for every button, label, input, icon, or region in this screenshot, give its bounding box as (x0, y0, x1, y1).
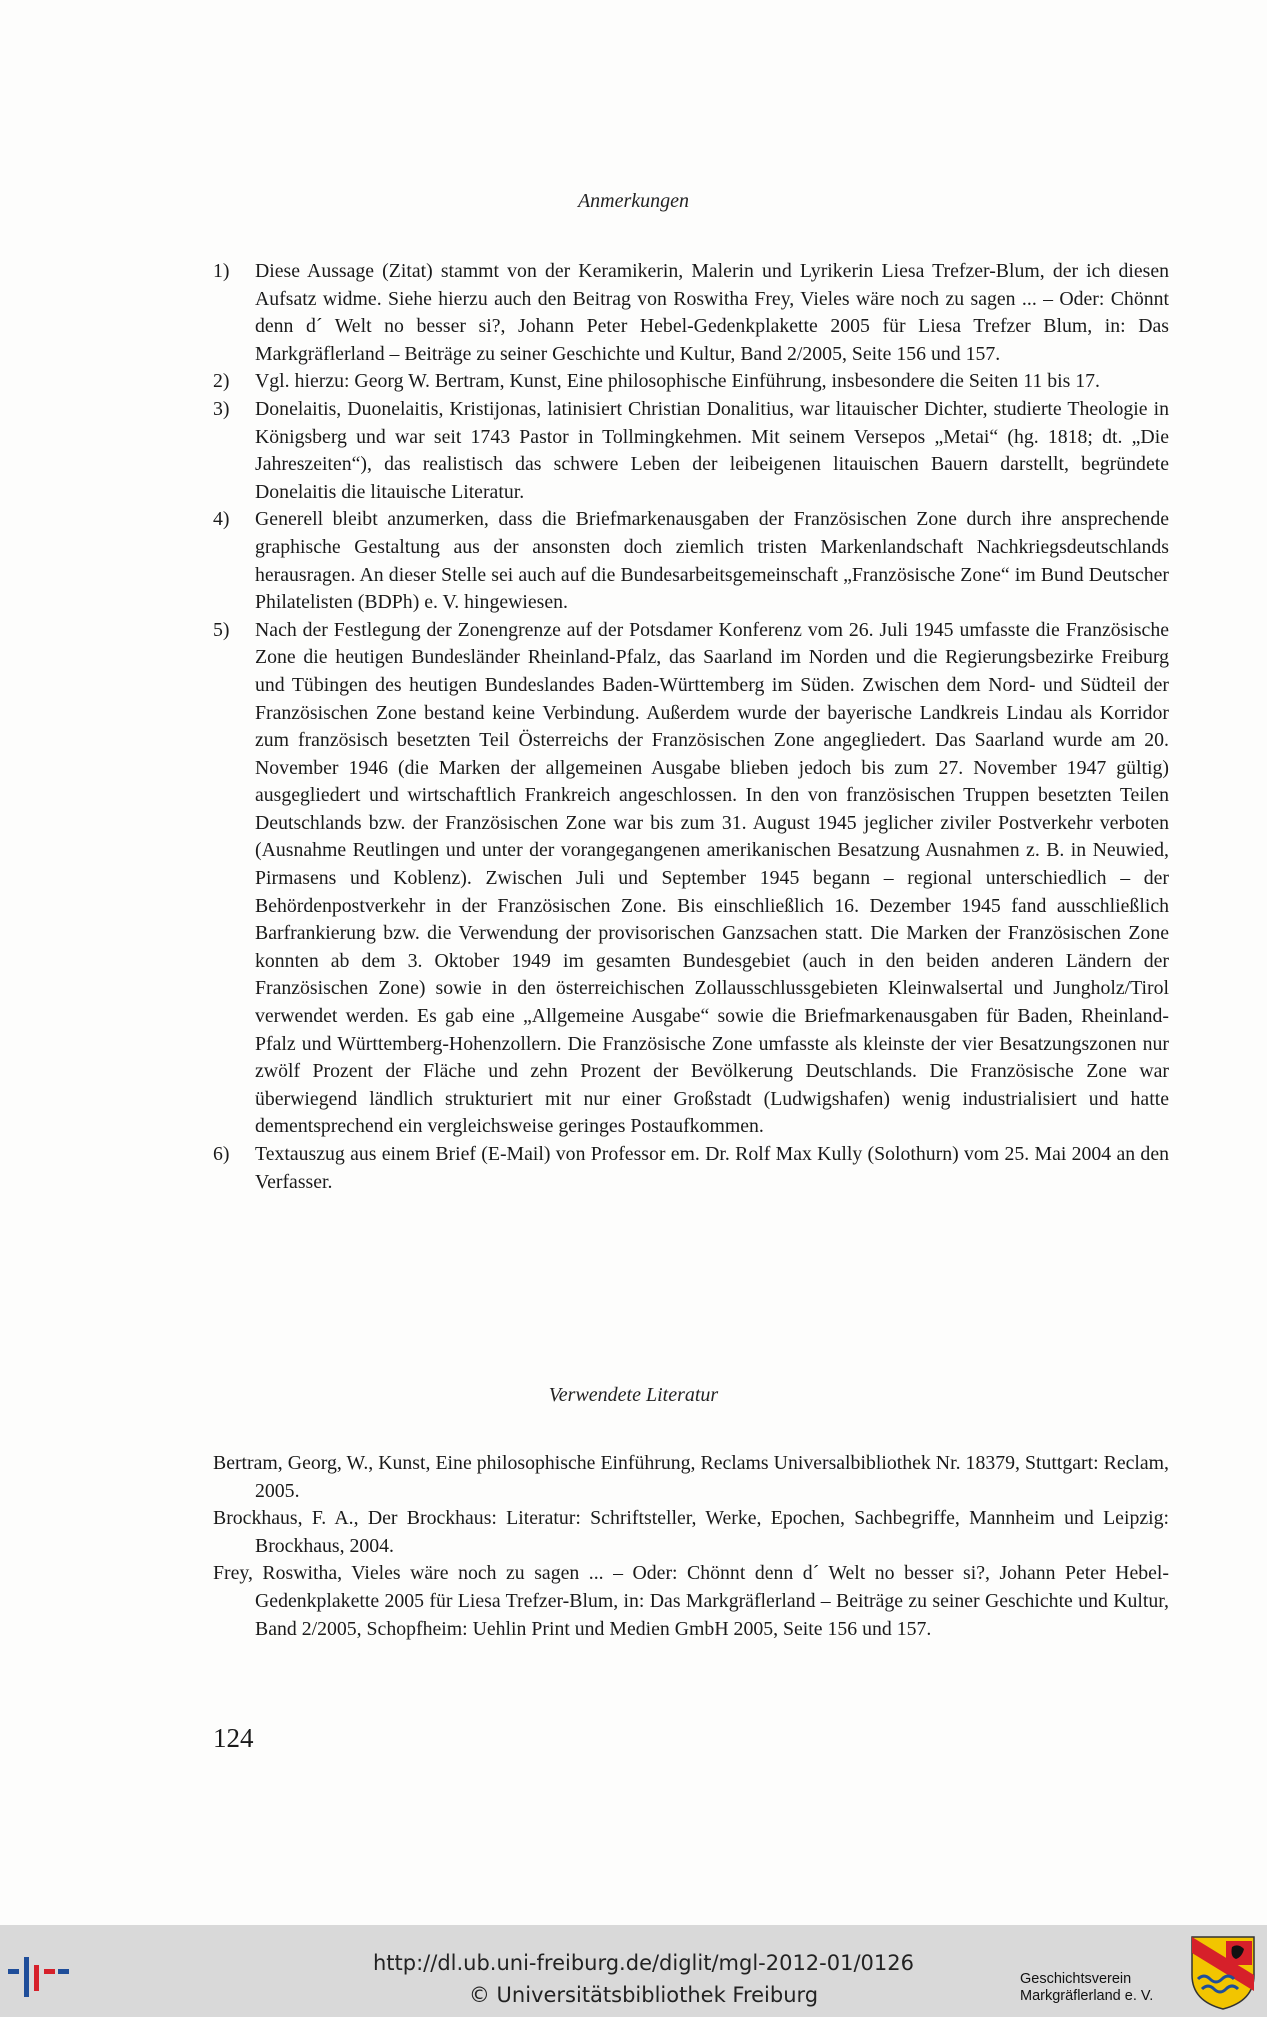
footnote-1 (213, 258, 1169, 368)
footnote-number: 4) (213, 508, 230, 531)
footnote-text: Diese Aussage (Zitat) stammt von der Keramikerin, Malerin und Lyrikerin Liesa Trefzer-Blum, der ich diesen Aufsatz widme. Siehe hierzu auch den Beitrag von Roswitha Frey, Vieles wäre noch zu sagen ... – Oder: Chönnt denn d´ Welt no besser si?, Johann Peter Hebel-Gedenkplakette 2005 für Liesa Trefzer Blum, in: Das Markgräflerland – Beiträge zu seiner Geschichte und Kultur, Band 2/2005, Seite 156 und 157. (255, 260, 1169, 365)
footnote-text: Nach der Festlegung der Zonengrenze auf der Potsdamer Konferenz vom 26. Juli 1945 umfasste die Französische Zone die heutigen Bundesländer Rheinland-Pfalz, das Saarland im Norden und die Regierungsbezirke Freiburg und Tübingen des heutigen Bundeslandes Baden-Württemberg im Süden. Zwischen dem Nord- und Südteil der Französischen Zone bestand keine Verbindung. Außerdem wurde der bayerische Landkreis Lindau als Korridor zum französisch besetzten Teil Österreichs der Französischen Zone angegliedert. Das Saarland wurde am 20. November 1946 (die Marken der allgemeinen Ausgabe blieben jedoch bis zum 27. November 1947 gültig) ausgegliedert und wirtschaftlich Frankreich angeschlossen. In den von französischen Truppen besetzten Teilen Deutschlands bzw. der Französischen Zone war bis zum 31. August 1945 jeglicher ziviler Postverkehr verboten (Ausnahme Reutlingen und unter der vorangegangenen amerikanischen Besatzung Ausnahmen z. B. in Neuwied, Pirmasens und Koblenz). Zwischen Juli und September 1945 begann – regional unterschiedlich – der Behördenpostverkehr in der Französischen Zone. Bis einschließlich 16. Dezember 1945 fand ausschließlich Barfrankierung bzw. die Verwendung der provisorischen Ganzsachen statt. Die Marken der Französischen Zone konnten ab dem 3. Oktober 1949 im gesamten Bundesgebiet (auch in den beiden anderen Ländern der Französischen Zone) sowie in den österreichischen Zollausschlussgebieten Kleinwalsertal und Jungholz/Tirol verwendet werden. Es gab eine „Allgemeine Ausgabe“ sowie die Briefmarkenausgaben für Baden, Rheinland-Pfalz und Württemberg-Hohenzollern. Die Französische Zone umfasste als kleinste der vier Besatzungszonen nur zwölf Prozent der Fläche und zehn Prozent der Bevölkerung Deutschlands. Die Französische Zone war überwiegend ländlich strukturiert mit nur einer Großstadt (Ludwigshafen) wenig industrialisiert und hatte dementsprechend ein vergleichsweise geringes Postaufkommen. (255, 618, 1169, 1138)
footnote-3 (213, 396, 1169, 506)
footnote-4 (213, 506, 1169, 616)
markgraeflerland-crest-icon (1190, 1935, 1256, 2011)
literature-entry: Bertram, Georg, W., Kunst, Eine philosophische Einführung, Reclams Universalbibliothek Nr. 18379, Stuttgart: Reclam, 2005. (213, 1452, 1169, 1502)
literature-entry: Frey, Roswitha, Vieles wäre noch zu sagen ... – Oder: Chönnt denn d´ Welt no besser si?, Johann Peter Hebel-Gedenkplakette 2005 für Liesa Trefzer-Blum, in: Das Markgräflerland – Beiträge zu seiner Geschichte und Kultur, Band 2/2005, Schopfheim: Uehlin Print und Medien GmbH 2005, Seite 156 und 157. (213, 1562, 1169, 1640)
society-line-2: Markgräflerland e. V. (1020, 1988, 1154, 2004)
notes-heading: Anmerkungen (577, 190, 690, 212)
footnote-number: 2) (213, 370, 230, 393)
notes-list (213, 258, 1169, 1196)
footnote-2 (213, 368, 1169, 396)
footnote-6 (213, 1141, 1169, 1196)
footer-bar (0, 1925, 1267, 2017)
footnote-text: Vgl. hierzu: Georg W. Bertram, Kunst, Eine philosophische Einführung, insbesondere die Seiten 11 bis 17. (255, 370, 1100, 393)
footer-url-link[interactable]: http://dl.ub.uni-freiburg.de/diglit/mgl-2012-01/0126 (372, 1951, 914, 1975)
footnote-text: Donelaitis, Duonelaitis, Kristijonas, latinisiert Christian Donalitius, war litauischer Dichter, studierte Theologie in Königsberg und war seit 1743 Pastor in Tollmingkehmen. Mit seinem Versepos „Metai“ (hg. 1818; dt. „Die Jahreszeiten“), das realistisch das schwere Leben der leibeigenen litauischen Bauern darstellt, begründete Donelaitis die litauische Literatur. (255, 397, 1169, 503)
footnote-text: Generell bleibt anzumerken, dass die Briefmarkenausgaben der Französischen Zone durch ihre ansprechende graphische Gestaltung aus der ansonsten doch ziemlich tristen Markenlandschaft Nachkriegsdeutschlands herausragen. An dieser Stelle sei auch auf die Bundesarbeitsgemeinschaft „Französische Zone“ im Bund Deutscher Philatelisten (BDPh) e. V. hingewiesen. (255, 508, 1169, 614)
literature-heading: Verwendete Literatur (548, 1384, 719, 1406)
society-line-1: Geschichtsverein (1020, 1971, 1132, 1987)
footnote-number: 5) (213, 618, 230, 641)
footnote-text: Textauszug aus einem Brief (E-Mail) von Professor em. Dr. Rolf Max Kully (Solothurn) vom 25. Mai 2004 an den Verfasser. (255, 1143, 1169, 1193)
literature-entry: Brockhaus, F. A., Der Brockhaus: Literatur: Schriftsteller, Werke, Epochen, Sachbegriffe, Mannheim und Leipzig: Brockhaus, 2004. (213, 1507, 1169, 1557)
society-name (1020, 1971, 1153, 2005)
footnote-5 (213, 617, 1169, 1141)
footnote-number: 3) (213, 397, 230, 420)
footnote-number: 6) (213, 1143, 230, 1165)
literature-list (213, 1450, 1169, 1643)
footer-copyright: © Universitätsbibliothek Freiburg (468, 1983, 819, 2007)
footnote-number: 1) (213, 260, 230, 282)
page-number: 124 (213, 1723, 254, 1753)
